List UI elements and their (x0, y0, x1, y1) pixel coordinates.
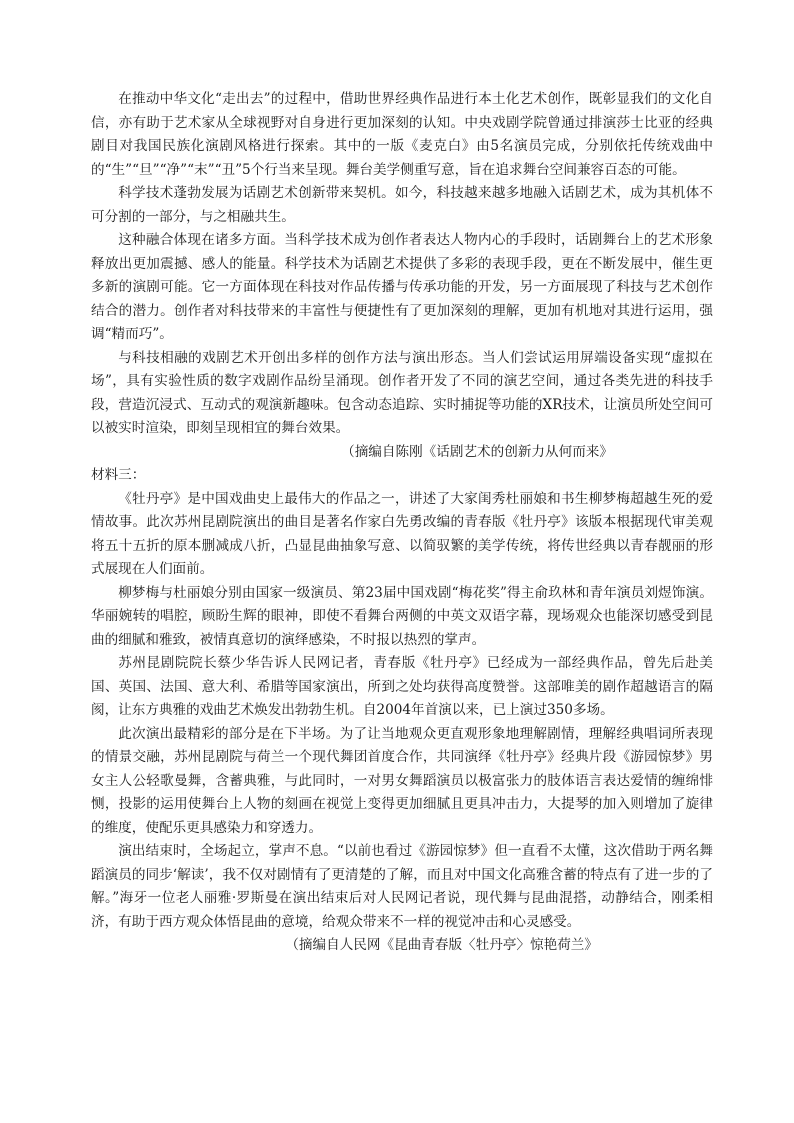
document-page (91, 88, 713, 958)
paragraph: 柳梦梅与杜丽娘分别由国家一级演员、第23届中国戏剧“梅花奖”得主俞玖林和青年演员刘煜饰演。华丽婉转的唱腔，顾盼生辉的眼神，即使不看舞台两侧的中英文双语字幕，现场观众也能深切感受到昆曲的细腻和雅致，被情真意切的演绎感染，不时报以热烈的掌声。 (91, 584, 713, 648)
paragraph: 与科技相融的戏剧艺术开创出多样的创作方法与演出形态。当人们尝试运用屏端设备实现“虚拟在场”，具有实验性质的数字戏剧作品纷呈涌现。创作者开发了不同的演艺空间，通过各类先进的科技手段，营造沉浸式、互动式的观演新趣味。包含动态追踪、实时捕捉等功能的XR技术，让演员所处空间可以被实时渲染，即刻呈现相宜的舞台效果。 (91, 349, 713, 436)
paragraph: 苏州昆剧院院长蔡少华告诉人民网记者，青春版《牡丹亭》已经成为一部经典作品，曾先后赴美国、英国、法国、意大利、希腊等国家演出，所到之处均获得高度赞誉。这部唯美的剧作超越语言的隔阂，让东方典雅的戏曲艺术焕发出勃勃生机。自2004年首演以来，已上演过350多场。 (91, 655, 713, 718)
paragraph: 科学技术蓬勃发展为话剧艺术创新带来契机。如今，科技越来越多地融入话剧艺术，成为其机体不可分割的一部分，与之相融共生。 (91, 185, 713, 225)
section-label: 材料三： (91, 467, 146, 483)
source-citation: （摘编自陈刚《话剧艺术的创新力从何而来》 (341, 443, 613, 460)
paragraph: 这种融合体现在诸多方面。当科学技术成为创作者表达人物内心的手段时，话剧舞台上的艺术形象释放出更加震撼、感人的能量。科学技术为话剧艺术提供了多彩的表现手段，更在不断发展中，催生更多新的演剧可能。它一方面体现在科技对作品传播与传承功能的开发，另一方面展现了科技与艺术创作结合的潜力。创作者对科技带来的丰富性与便捷性有了更加深刻的理解，更加有机地对其进行运用，强调“精而巧”。 (91, 232, 713, 342)
paragraph: 在推动中华文化“走出去”的过程中，借助世界经典作品进行本土化艺术创作，既彰显我们的文化自信，亦有助于艺术家从全球视野对自身进行更加深刻的认知。中央戏剧学院曾通过排演莎士比亚的经典剧目对我国民族化演剧风格进行探索。其中的一版《麦克白》由5名演员完成，分别依托传统戏曲中的“生”“旦”“净”“末”“丑”5个行当来呈现。舞台美学侧重写意，旨在追求舞台空间兼容百态的可能。 (91, 91, 713, 178)
source-citation: （摘编自人民网《昆曲青春版〈牡丹亭〉惊艳荷兰》 (285, 937, 598, 953)
paragraph: 《牡丹亭》是中国戏曲史上最伟大的作品之一，讲述了大家闺秀杜丽娘和书生柳梦梅超越生死的爱情故事。此次苏州昆剧院演出的曲目是著名作家白先勇改编的青春版《牡丹亭》该版本根据现代审美观将五十五折的原本删减成八折，凸显昆曲抽象写意、以简驭繁的美学传统，将传世经典以青春靓丽的形式展现在人们面前。 (91, 490, 713, 577)
paragraph: 演出结束时，全场起立，掌声不息。“以前也看过《游园惊梦》但一直看不太懂，这次借助于两名舞蹈演员的同步‘解读’，我不仅对剧情有了更清楚的了解，而且对中国文化高雅含蓄的特点有了进一步的了解。”海牙一位老人丽雅·罗斯曼在演出结束后对人民网记者说，现代舞与昆曲混搭，动静结合，刚柔相济，有助于西方观众体悟昆曲的意境，给观众带来不一样的视觉冲击和心灵感受。 (91, 843, 713, 930)
paragraph: 此次演出最精彩的部分是在下半场。为了让当地观众更直观形象地理解剧情，理解经典唱词所表现的情景交融，苏州昆剧院与荷兰一个现代舞团首度合作，共同演绎《牡丹亭》经典片段《游园惊梦》男女主人公轻歌曼舞，含蓄典雅，与此同时，一对男女舞蹈演员以极富张力的肢体语言表达爱情的缠绵悱恻，投影的运用使舞台上人物的刻画在视觉上变得更加细腻且更具冲击力，大提琴的加入则增加了旋律的维度，使配乐更具感染力和穿透力。 (91, 725, 713, 836)
